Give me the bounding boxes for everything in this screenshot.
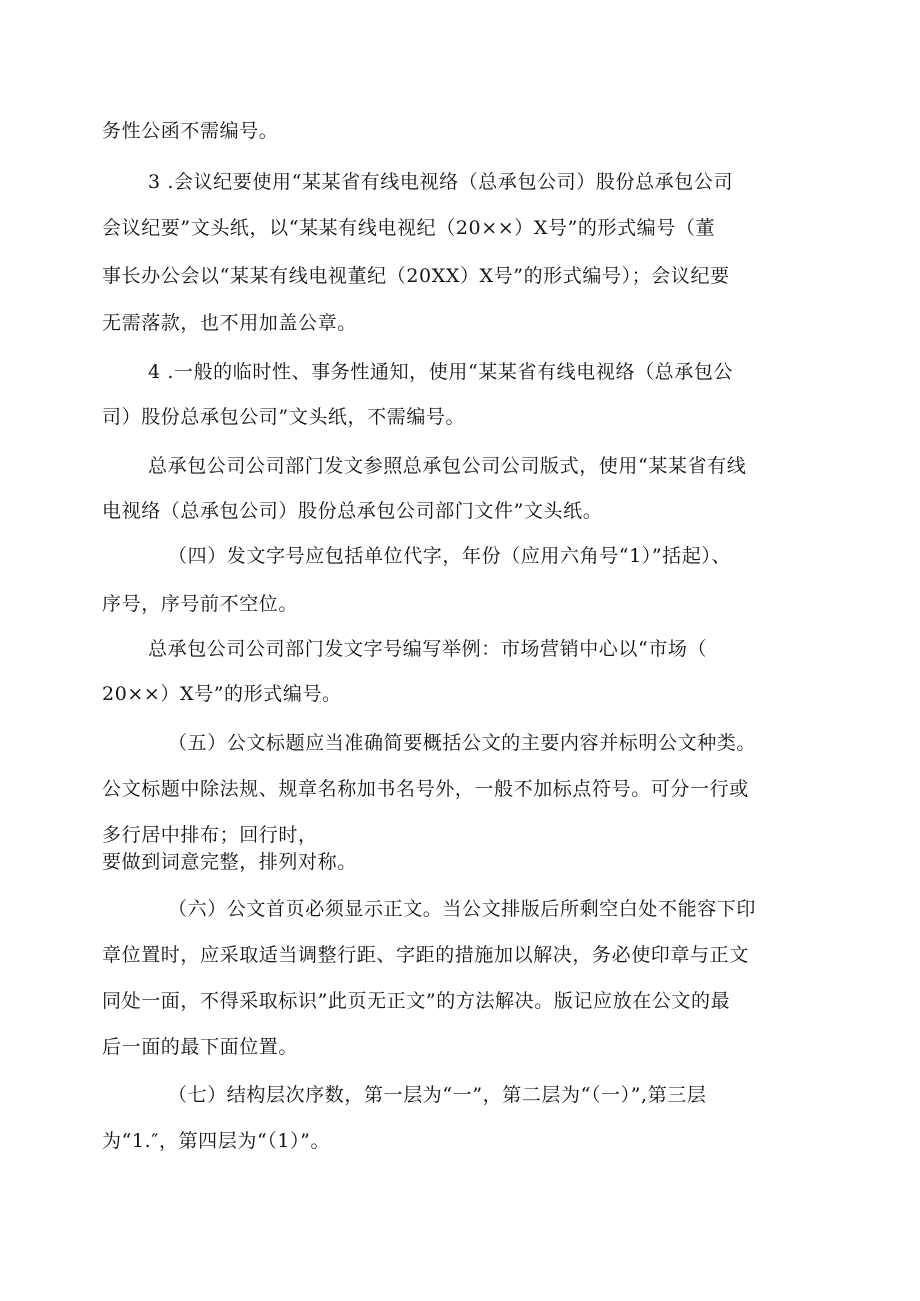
- text-line: （七）结构层次序数，第一层为“一”，第二层为“（一）”,第三层: [168, 1084, 707, 1106]
- text-line: 总承包公司公司部门发文字号编写举例：市场营销中心以“市场（: [148, 638, 708, 660]
- text-line: 章位置时，应采取适当调整行距、字距的措施加以解决，务必使印章与正文: [102, 944, 749, 966]
- text-line: 电视络（总承包公司）股份总承包公司部门文件”文头纸。: [102, 500, 603, 522]
- text-line: （五）公文标题应当准确简要概括公文的主要内容并标明公文种类。: [168, 732, 757, 754]
- text-line: 4 .一般的临时性、事务性通知，使用“某某省有线电视络（总承包公: [148, 361, 734, 383]
- text-line: 总承包公司公司部门发文参照总承包公司公司版式，使用“某某省有线: [148, 455, 747, 477]
- text-line: 务性公函不需编号。: [102, 120, 279, 142]
- text-line: 事长办公会以“某某有线电视董纪（20XX）X号”的形式编号）；会议纪要: [102, 265, 730, 287]
- text-line: 为“1.″，第四层为“（1）”。: [102, 1130, 331, 1152]
- text-line: 序号，序号前不空位。: [102, 593, 299, 615]
- text-line: 3 .会议纪要使用“某某省有线电视络（总承包公司）股份总承包公司: [148, 171, 734, 193]
- text-line: 公文标题中除法规、规章名称加书名号外，一般不加标点符号。可分一行或: [102, 778, 749, 800]
- text-line: 司）股份总承包公司”文头纸，不需编号。: [102, 406, 466, 428]
- text-line: （四）发文字号应包括单位代字，年份（应用六角号“1）”括起）、: [168, 545, 732, 567]
- text-line: 会议纪要”文头纸，以“某某有线电视纪（20××）X号”的形式编号（董: [102, 217, 716, 239]
- text-line: （六）公文首页必须显示正文。当公文排版后所剩空白处不能容下印: [168, 898, 757, 920]
- text-line: 多行居中排布；回行时，: [102, 824, 318, 846]
- text-line: 后一面的最下面位置。: [102, 1036, 299, 1058]
- text-line: 20××）X号”的形式编号。: [102, 683, 342, 705]
- text-line: 要做到词意完整，排列对称。: [102, 851, 357, 873]
- text-line: 无需落款，也不用加盖公章。: [102, 312, 357, 334]
- text-line: 同处一面，不得采取标识”此页无正文”的方法解决。版记应放在公文的最: [102, 990, 731, 1012]
